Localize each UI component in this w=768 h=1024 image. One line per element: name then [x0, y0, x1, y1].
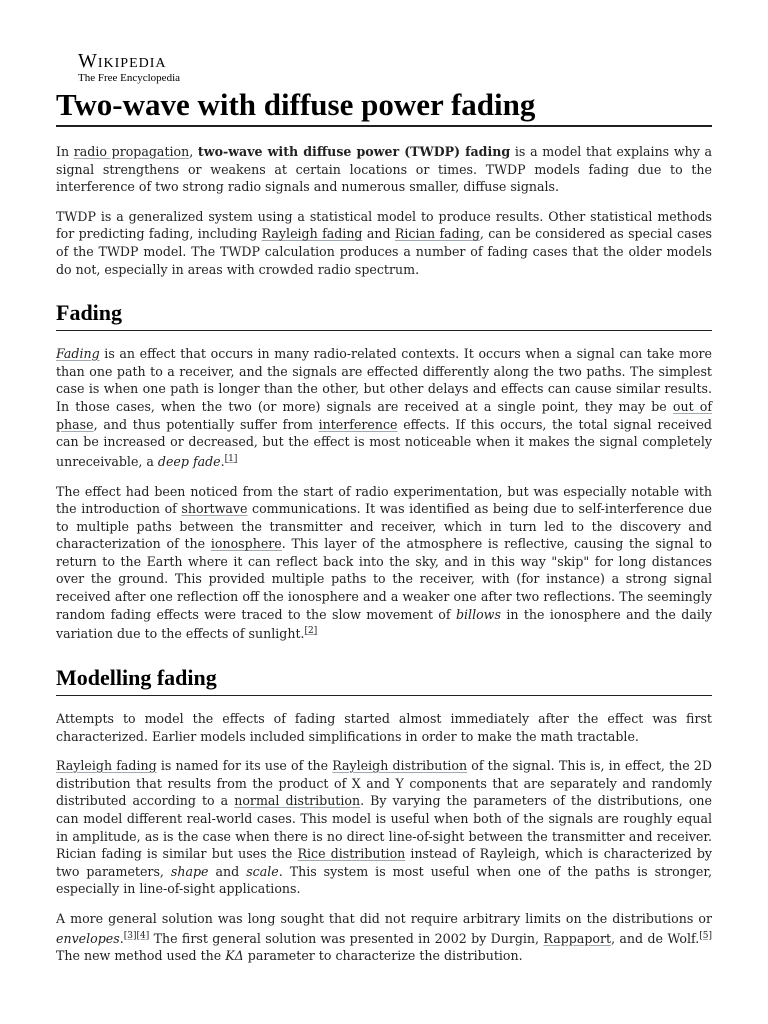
link-rician-fading[interactable]: Rician fading: [394, 226, 480, 242]
page-title: Two-wave with diffuse power fading: [56, 86, 712, 127]
citation-1[interactable]: [1]: [224, 453, 238, 464]
link-ionosphere[interactable]: ionosphere: [210, 536, 282, 552]
citation-3[interactable]: [3]: [123, 930, 137, 941]
link-rice-distribution[interactable]: Rice distribution: [297, 846, 406, 862]
link-rayleigh-fading-2[interactable]: Rayleigh fading: [56, 758, 157, 774]
citation-2[interactable]: [2]: [304, 626, 318, 637]
heading-modelling-fading: Modelling fading: [56, 663, 712, 696]
modelling-paragraph-3: A more general solution was long sought that did not require arbitrary limits on the distributions or envelopes.[3][4] The first general solution was presented in 2002 by Durgin, Rappaport, and de Wolf.[5] The new method used the KΔ parameter to characterize the distribution.: [56, 910, 713, 964]
fading-paragraph-2: The effect had been noticed from the start of radio experimentation, but was especially notable with the introduction of shortwave communications. It was identified as being due to self-interference due to multiple paths between the transmitter and receiver, which in turn led to the discovery and characterization of the ionosphere. This layer of the atmosphere is reflective, causing the signal to return to the Earth where it can reflect back into the sky, and in this way "skip" for long distances over the ground. This provided multiple paths to the receiver, with (for instance) a strong signal received after one reflection off the ionosphere and a weaker one after two reflections. The seemingly random fading effects were traced to the slow movement of billows in the ionosphere and the daily variation due to the effects of sunlight.[2]: [56, 483, 713, 642]
heading-fading: Fading: [56, 298, 712, 331]
link-radio-propagation[interactable]: radio propagation: [73, 144, 190, 159]
modelling-paragraph-1: Attempts to model the effects of fading started almost immediately after the effect was first characterized. Earlier models included simplifications in order to make the math tractable.: [56, 711, 712, 744]
wikipedia-logo[interactable]: [78, 50, 180, 84]
link-rayleigh-fading[interactable]: Rayleigh fading: [261, 226, 363, 242]
citation-4[interactable]: [4]: [136, 930, 150, 941]
modelling-paragraph-2: Rayleigh fading is named for its use of the Rayleigh distribution of the signal. This is, in effect, the 2D distribution that results from the product of X and Y components that are separately and randomly distributed according to a normal distribution. By varying the parameters of the distributions, one can model different real-world cases. This model is useful when both of the signals are roughly equal in amplitude, as is the case when there is no direct line-of-sight between the transmitter and receiver. Rician fading is similar but uses the Rice distribution instead of Rayleigh, which is characterized by two parameters, shape and scale. This system is most useful when one of the paths is stronger, especially in line-of-sight applications.: [56, 758, 712, 897]
link-interference[interactable]: interference: [318, 416, 398, 432]
fading-paragraph-1: Fading is an effect that occurs in many radio-related contexts. It occurs when a signal can take more than one path to a receiver, and the signals are effected differently along the two paths. The simplest case is when one path is longer than the other, but other delays and effects can cause similar results. In those cases, when the two (or more) signals are received at a single point, they may be out of phase, and thus potentially suffer from interference effects. If this occurs, the total signal received can be increased or decreased, but the effect is most noticeable when it makes the signal completely unreceivable, a deep fade.[1]: [56, 346, 712, 469]
intro-paragraph-2: TWDP is a generalized system using a statistical model to produce results. Other statistical methods for predicting fading, including Rayleigh fading and Rician fading, can be considered as special cases of the TWDP model. The TWDP calculation produces a number of fading cases that the older models do not, especially in areas with crowded radio spectrum.: [56, 208, 712, 277]
intro-paragraph-1: In radio propagation, two-wave with diffuse power (TWDP) fading is a model that explains why a signal strengthens or weakens at certain locations or times. TWDP models fading due to the interference of two strong radio signals and numerous smaller, diffuse signals.: [56, 144, 712, 195]
link-fading[interactable]: Fading: [56, 346, 100, 362]
link-out-of-phase[interactable]: out of phase: [56, 398, 712, 432]
logo-wordmark: Wikipedia: [78, 50, 167, 72]
link-normal-distribution[interactable]: normal distribution: [234, 793, 361, 809]
link-rappaport[interactable]: Rappaport: [543, 930, 612, 946]
link-rayleigh-distribution[interactable]: Rayleigh distribution: [332, 758, 468, 774]
bold-term: two-wave with diffuse power (TWDP) fading: [197, 144, 511, 159]
article-content: [56, 86, 712, 977]
logo-tagline: The Free Encyclopedia: [78, 72, 181, 84]
link-shortwave[interactable]: shortwave: [181, 501, 248, 517]
citation-5[interactable]: [5]: [699, 930, 713, 941]
